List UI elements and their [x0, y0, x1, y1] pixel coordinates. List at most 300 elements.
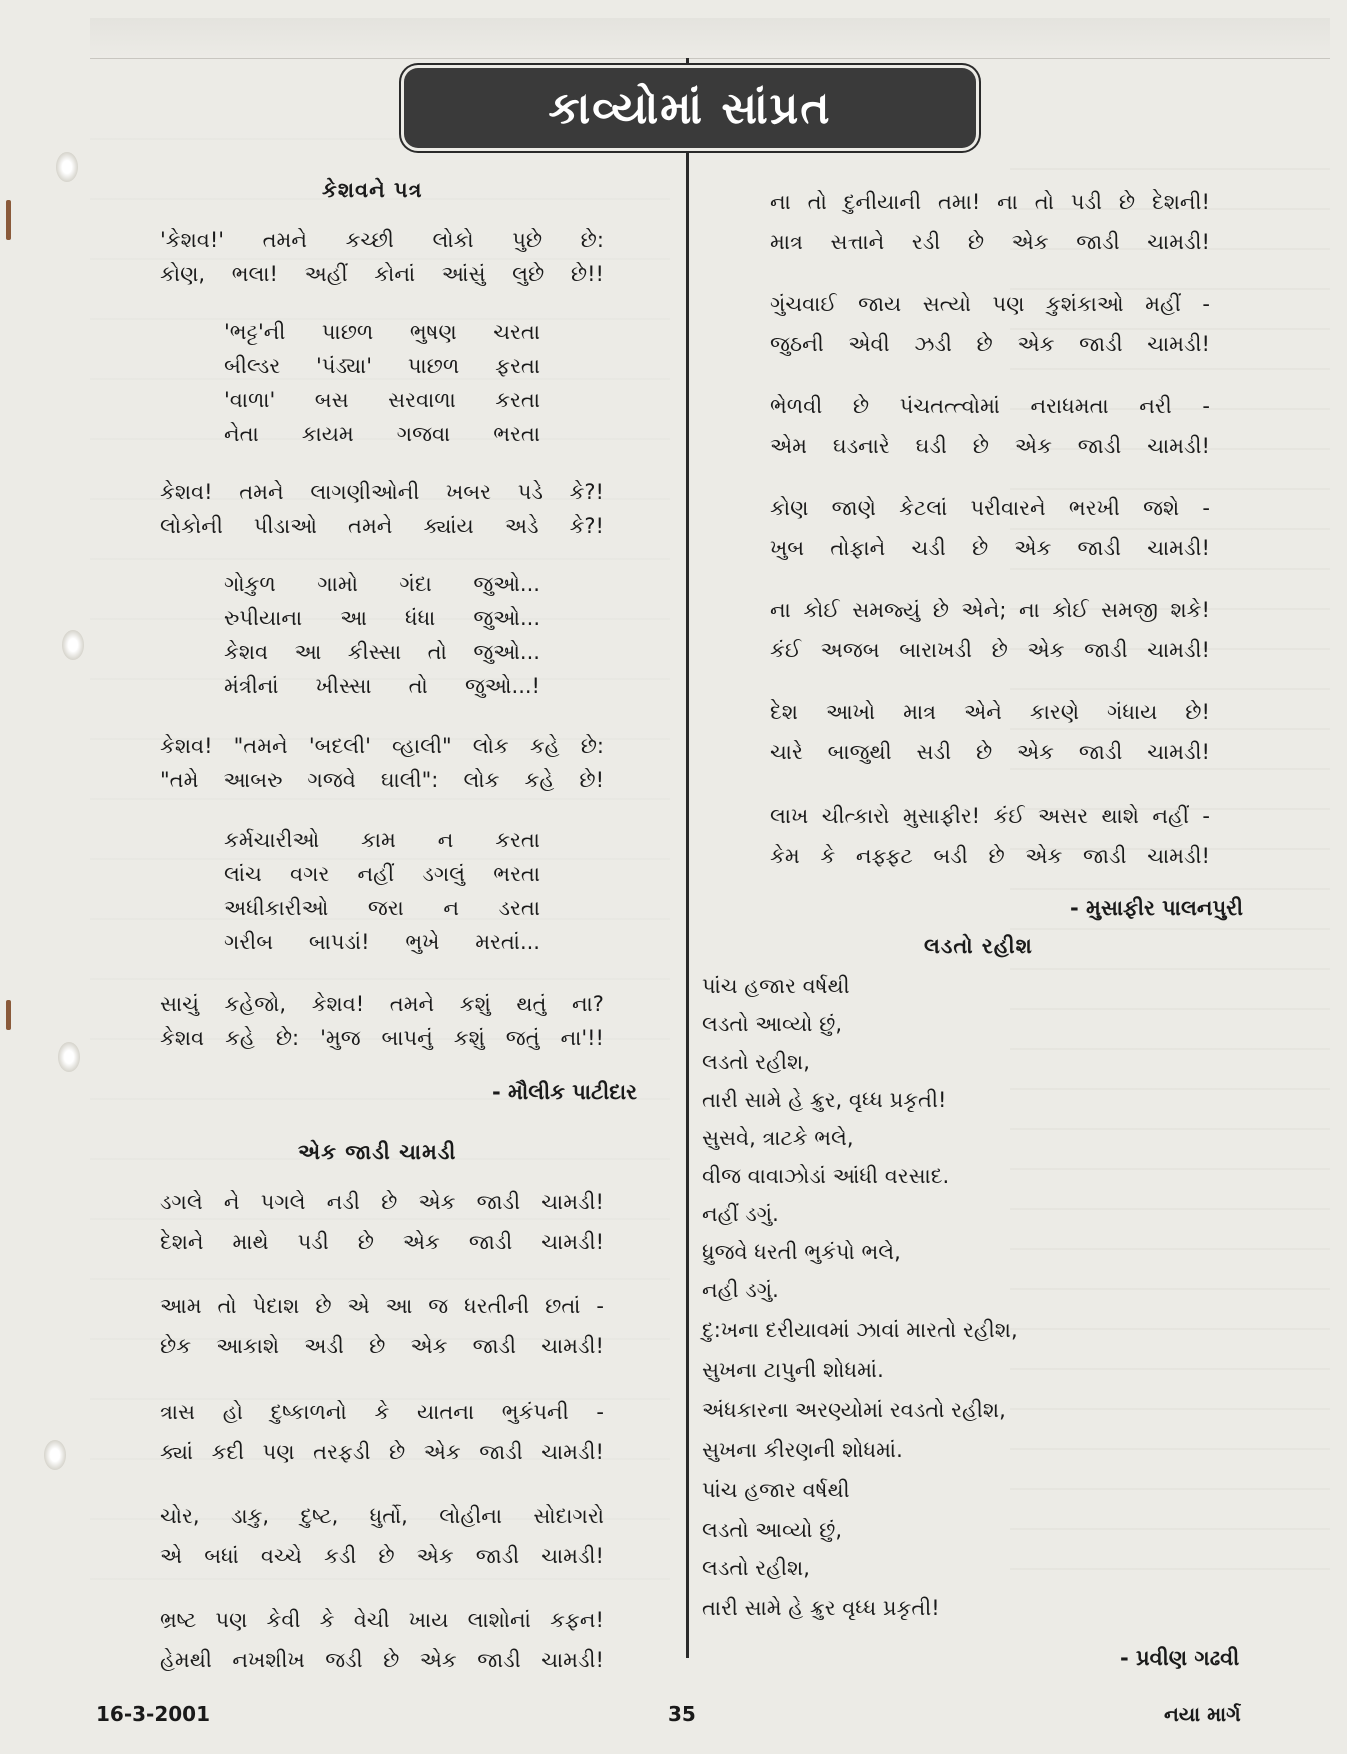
poem-word: ધુર્તો,	[369, 1504, 408, 1528]
poem-word: ઘડનારે	[832, 434, 890, 458]
poem-line	[160, 1026, 604, 1051]
poem-word: ચારે	[770, 740, 803, 764]
poem-word: ચામડી!	[541, 1190, 604, 1214]
poem-word: શકે!	[1170, 598, 1210, 622]
poem-word: બારાખડી	[899, 638, 972, 662]
poem-word: એક	[1025, 844, 1063, 868]
poem-word: થતું	[516, 992, 547, 1016]
poem-word: થાશે	[1101, 804, 1139, 828]
poem-word: પંચતત્ત્વોમાં	[899, 394, 1000, 418]
poem-word: ખબર	[446, 480, 492, 504]
poem-word: ભરખી	[1068, 496, 1120, 520]
poem-word: કાયમ	[301, 422, 354, 446]
poem-line	[770, 598, 1210, 623]
poem-word: કંઈ	[993, 804, 1025, 828]
poem-word: ના	[1018, 598, 1040, 622]
poem-word: લાંચ	[224, 862, 262, 886]
poem-word: એક	[419, 1648, 457, 1672]
poem-line	[160, 768, 604, 793]
poem-line	[770, 740, 1210, 765]
poem-word: ગજવા	[396, 422, 451, 446]
poem-line	[160, 1294, 604, 1319]
poem-line	[224, 354, 540, 379]
poem-word: ચામડી!	[1147, 230, 1210, 254]
poem-line	[224, 828, 540, 853]
column-divider	[686, 58, 689, 1658]
poem-word: વગર	[290, 862, 330, 886]
poem-line	[160, 480, 604, 505]
poem-line: સુખના ટાપુની શોધમાં.	[702, 1358, 884, 1382]
poem-word: -	[596, 1400, 604, 1424]
poem-word: નરાધમતા	[1030, 394, 1109, 418]
poem-word: લુછે	[512, 262, 545, 286]
poem-word: એ	[347, 1294, 370, 1318]
poem-line	[770, 332, 1210, 357]
poem-word: આ	[340, 606, 367, 630]
poem-word: ચામડી!	[1147, 332, 1210, 356]
poem-word: જરા	[367, 896, 404, 920]
poem-word: સડી	[916, 740, 952, 764]
poem-word: ના	[770, 598, 791, 622]
poem-word: ભુષણ	[409, 320, 457, 344]
poem-word: છે	[972, 434, 990, 458]
poem-word: બાપનું	[381, 1026, 433, 1050]
poem-word: તો	[217, 1294, 237, 1318]
poem-line: લડતો આવ્યો છું,	[702, 1012, 843, 1036]
poem-word: ખાય	[408, 1608, 449, 1632]
poem-word: હેમથી	[160, 1648, 212, 1672]
poem-word: કેશવ	[160, 1026, 205, 1050]
poem-word: એને;	[961, 598, 1007, 622]
poem-word: એને	[964, 700, 1002, 724]
poem-word: બધાં	[204, 1544, 239, 1568]
poem-word: ચડી	[911, 536, 946, 560]
poem-word: લોકોની	[160, 514, 223, 538]
poem-word: -	[596, 1294, 604, 1318]
poem-line: વીજ વાવાઝોડાં આંધી વરસાદ.	[702, 1164, 950, 1188]
poem-word: દેશને	[160, 1230, 204, 1254]
poem-word: ચામડી!	[1147, 536, 1210, 560]
poem-word: કહે	[524, 768, 555, 792]
poem-word: છે!!	[570, 262, 604, 286]
poem-word: 'બદલી'	[308, 734, 371, 758]
poem-word: ચામડી!	[541, 1544, 604, 1568]
poem-word: પાછળ	[321, 320, 374, 344]
poem-line: તારી સામે હે ક્રુર, વૃધ્ધ પ્રકૃતી!	[702, 1088, 947, 1112]
poem-word: કહે	[529, 734, 560, 758]
poem-line	[770, 536, 1210, 561]
poem-word: જ	[428, 1294, 449, 1318]
bleed-through-header	[90, 18, 1330, 59]
poem2-author: - મુસાફીર પાલનપુરી	[1070, 896, 1243, 920]
poem-word: ના	[997, 190, 1018, 214]
poem-word: ચામડી!	[1147, 638, 1210, 662]
poem-word: પડી	[1070, 190, 1102, 214]
poem-word: એક	[1011, 230, 1049, 254]
poem-line: લડતો આવ્યો છું,	[702, 1518, 843, 1542]
poem-word: છે!	[579, 768, 604, 792]
poem-word: ભલા!	[231, 262, 278, 286]
poem-line	[224, 930, 540, 955]
poem-line: તારી સામે હે ક્રુર વૃધ્ધ પ્રકૃતી!	[702, 1596, 940, 1620]
poem-word: કે	[319, 1608, 335, 1632]
poem-word: નેતા	[224, 422, 259, 446]
poem-word: સરવાળા	[388, 388, 456, 412]
poem-word: બાપડાં!	[308, 930, 370, 954]
poem-word: ગંધાય	[1107, 700, 1158, 724]
poem-word: લાગણીઓની	[310, 480, 420, 504]
poem-line	[160, 228, 604, 253]
poem-word: કારણે	[1029, 700, 1080, 724]
poem-word: કોઈ	[1052, 598, 1089, 622]
poem-word: ધરતીની	[464, 1294, 530, 1318]
poem-word: એક	[402, 1230, 440, 1254]
poem-line	[770, 804, 1210, 829]
poem-word: દુનીયાની	[843, 190, 922, 214]
poem-word: 'કેશવ!'	[160, 228, 225, 252]
poem-word: તો	[1034, 190, 1054, 214]
poem-word: તરફડી	[313, 1440, 371, 1464]
poem-word: તો	[807, 190, 827, 214]
punch-hole	[62, 630, 84, 660]
poem-word: છે!	[1185, 700, 1210, 724]
poem-word: ડાકુ,	[230, 1504, 270, 1528]
poem-word: કદી	[211, 1440, 245, 1464]
poem-word: એક	[416, 1544, 454, 1568]
poem-word: કુશંકાઓ	[1045, 292, 1124, 316]
poem-word: ક્યાં	[160, 1440, 194, 1464]
poem-word: ન	[437, 828, 454, 852]
poem-word: ગંદા	[399, 572, 432, 596]
poem-word: પડી	[297, 1230, 329, 1254]
poem-word: નડી	[326, 1190, 360, 1214]
banner-title: કાવ્યોમાં સાંપ્રત	[548, 82, 832, 134]
poem-word: ના'!!	[560, 1026, 604, 1050]
poem-word: 'વાળા'	[224, 388, 276, 412]
poem-word: રુપીયાના	[224, 606, 303, 630]
poem-word: ચામડી!	[1147, 740, 1210, 764]
poem-word: પગલે	[260, 1190, 306, 1214]
poem-word: ક્યાંય	[423, 514, 474, 538]
poem-line	[160, 1230, 604, 1255]
poem-word: સોદાગરો	[533, 1504, 604, 1528]
poem1-author: - મૌલીક પાટીદાર	[492, 1080, 638, 1104]
poem-word: કીસ્સા	[347, 640, 402, 664]
poem-word: તો	[427, 640, 447, 664]
poem-word: પણ	[215, 1608, 248, 1632]
poem-word: આકાશે	[216, 1334, 280, 1358]
poem-word: કર્મચારીઓ	[224, 828, 320, 852]
footer-magazine-name: નયા માર્ગ	[1164, 1702, 1241, 1726]
poem-word: કેશવ!	[160, 480, 213, 504]
poem-line	[770, 292, 1210, 317]
poem-line: સુખના કીરણની શોધમાં.	[702, 1438, 903, 1462]
poem-word: જુઓ...	[473, 640, 540, 664]
poem-word: છે	[383, 1648, 400, 1672]
poem-word: ડગલું	[422, 862, 466, 886]
poem-line	[160, 1400, 604, 1425]
poem-word: છે	[932, 598, 949, 622]
poem-word: પરીવારને	[970, 496, 1046, 520]
poem-word: છે	[988, 844, 1005, 868]
poem-word: ખુબ	[770, 536, 805, 560]
poem-word: જાડી	[1078, 740, 1123, 764]
poem-word: ભુખે	[405, 930, 440, 954]
poem-word: જાડી	[476, 1190, 521, 1214]
poem-word: મહીં	[1145, 292, 1181, 316]
poem-line	[224, 862, 540, 887]
poem-line	[224, 320, 540, 345]
poem-word: ઘાલી":	[380, 768, 439, 792]
poem-word: વ્હાલી"	[391, 734, 452, 758]
poem-word: જાડી	[468, 1230, 513, 1254]
poem-word: નફ્ફટ	[855, 844, 913, 868]
punch-hole	[44, 1440, 66, 1470]
poem-word: કે?!	[569, 514, 604, 538]
poem-word: છે:	[275, 1026, 300, 1050]
poem-line	[160, 1334, 604, 1359]
poem-line	[224, 388, 540, 413]
poem-word: જાડી	[479, 1440, 523, 1464]
poem-word: ગુંચવાઈ	[770, 292, 837, 316]
poem-word: કફન!	[550, 1608, 604, 1632]
poem-word: જાડી	[477, 1648, 521, 1672]
punch-hole	[56, 152, 78, 182]
poem-word: લાખ	[770, 804, 809, 828]
section-banner	[404, 68, 976, 148]
poem-word: બસ	[314, 388, 349, 412]
poem-word: 'ભટ્ટ'ની	[224, 320, 286, 344]
poem-word: છે	[388, 1440, 406, 1464]
poem-word: ન	[443, 896, 459, 920]
poem-line	[224, 606, 540, 631]
poem-word: નહીં	[1152, 804, 1189, 828]
poem-word: કેશવ!	[311, 992, 365, 1016]
poem-line	[770, 496, 1210, 521]
poem-word: એક	[1014, 434, 1052, 458]
poem-word: ચરતા	[493, 320, 540, 344]
poem-word: 'પંડ્યા'	[316, 354, 372, 378]
poem-word: "તમે	[160, 768, 199, 792]
poem-word: કામ	[361, 828, 396, 852]
poem-line	[160, 1544, 604, 1569]
poem-word: છે	[976, 332, 993, 356]
poem-word: છે	[967, 230, 985, 254]
footer-date: 16-3-2001	[96, 1702, 211, 1726]
poem-word: ગામો	[317, 572, 358, 596]
poem-line: દુ:ખના દરીયાવમાં ઝાવાં મારતો રહીશ,	[702, 1318, 1018, 1342]
poem-word: પાછળ	[407, 354, 460, 378]
poem-word: ડરતા	[498, 896, 540, 920]
poem-word: બાજુથી	[827, 740, 892, 764]
poem-word: આ	[385, 1294, 413, 1318]
poem-word: ભ્રષ્ટ	[160, 1608, 197, 1632]
poem-word: કેશવ	[224, 640, 269, 664]
poem-word: ભેળવી	[770, 394, 823, 418]
poem-word: ને	[223, 1190, 240, 1214]
poem-line	[770, 394, 1210, 419]
poem-word: ના	[770, 190, 791, 214]
poem-word: છે	[369, 1334, 386, 1358]
poem-line	[160, 1608, 604, 1633]
poem-word: -	[1202, 394, 1210, 418]
poem-word: કે?!	[569, 480, 604, 504]
poem-line	[160, 1190, 604, 1215]
poem-word: છે	[975, 740, 993, 764]
poem-word: ત્રાસ	[160, 1400, 196, 1424]
poem-word: લોકો	[432, 228, 474, 252]
poem-word: કંઈ	[770, 638, 802, 662]
poem-word: યાતના	[417, 1400, 475, 1424]
poem-line: લડતો રહીશ,	[702, 1050, 810, 1074]
poem-line	[160, 734, 604, 759]
poem-word: ભુકંપની	[501, 1400, 569, 1424]
poem-word: કશું	[459, 992, 491, 1016]
poem-word: કેટલાં	[899, 496, 948, 520]
poem-word: દેશની!	[1151, 190, 1210, 214]
poem-word: કડી	[324, 1544, 357, 1568]
poem-word: તમને	[348, 514, 393, 538]
poem-word: આબરુ	[223, 768, 283, 792]
poem-word: ચામડી!	[541, 1230, 604, 1254]
poem-word: વચ્ચે	[260, 1544, 302, 1568]
poem-word: કેશવ!	[160, 734, 213, 758]
poem-word: ચોર,	[160, 1504, 200, 1528]
poem-word: એમ	[770, 434, 807, 458]
poem-word: -	[1202, 804, 1210, 828]
poem-word: અહીં	[304, 262, 348, 286]
poem-word: -	[1202, 292, 1210, 316]
poem-line	[770, 844, 1210, 869]
poem-word: નખશીખ	[232, 1648, 305, 1672]
poem-line	[770, 700, 1210, 725]
poem-word: એક	[423, 1440, 461, 1464]
poem-word: કચ્છી	[345, 228, 394, 252]
poem-word: ગરીબ	[224, 930, 274, 954]
poem-line: પાંચ હજાર વર્ષથી	[702, 974, 850, 998]
poem-word: આંસું	[441, 262, 486, 286]
poem-word: તમને	[389, 992, 435, 1016]
poem-word: દુષ્કાળનો	[270, 1400, 347, 1424]
poem-word: સત્યો	[922, 292, 971, 316]
poem-word: છે	[381, 1190, 398, 1214]
poem-word: એક	[1017, 740, 1055, 764]
poem-word: જાડી	[1083, 844, 1127, 868]
poem-word: ભરતા	[493, 862, 540, 886]
poem-word: તમને	[239, 480, 284, 504]
poem-word: અડે	[504, 514, 539, 538]
poem-word: માત્ર	[770, 230, 803, 254]
poem-line	[160, 1648, 604, 1673]
poem-word: એ	[160, 1544, 183, 1568]
poem-word: કરતા	[495, 828, 540, 852]
poem-word: બડી	[933, 844, 968, 868]
poem-word: જતું	[505, 1026, 540, 1050]
poem-word: તો	[408, 674, 428, 698]
poem-line: નહી ડગું.	[702, 1278, 779, 1302]
poem-line	[224, 640, 540, 665]
poem3-author: - પ્રવીણ ગઢવી	[1120, 1646, 1240, 1670]
poem-word: ચામડી!	[1147, 844, 1210, 868]
poem-word: છે:	[580, 228, 604, 252]
poem-word: જાય	[858, 292, 902, 316]
poem-word: કોણ,	[160, 262, 206, 286]
poem-word: સત્તાને	[830, 230, 885, 254]
poem-word: "તમને	[233, 734, 288, 758]
punch-hole	[58, 1042, 80, 1072]
poem-line	[160, 1440, 604, 1465]
poem-word: છે	[852, 394, 870, 418]
poem-word: સાચું	[160, 992, 199, 1016]
poem-word: ચામડી!	[541, 1440, 604, 1464]
staple-rust	[6, 200, 11, 240]
poem-line	[160, 262, 604, 287]
poem-word: આમ	[160, 1294, 202, 1318]
poem1-title: કેશવને પત્ર	[322, 178, 423, 202]
poem-line	[160, 992, 604, 1017]
poem-line: પાંચ હજાર વર્ષથી	[702, 1478, 850, 1502]
poem-word: રડી	[911, 230, 941, 254]
poem-word: છે	[315, 1294, 332, 1318]
poem-word: કશું	[453, 1026, 485, 1050]
poem-word: વેચી	[353, 1608, 390, 1632]
poem-word: જશે	[1143, 496, 1180, 520]
poem-word: દુષ્ટ,	[300, 1504, 339, 1528]
poem-word: લોક	[463, 768, 500, 792]
poem-word: જાડી	[1077, 536, 1122, 560]
poem-word: મુસાફીર!	[902, 804, 981, 828]
poem-word: મંત્રીનાં	[224, 674, 279, 698]
poem-word: છે	[357, 1230, 374, 1254]
poem-word: તોફાને	[830, 536, 886, 560]
poem-word: ફરતા	[495, 354, 540, 378]
poem-word: પીડાઓ	[253, 514, 317, 538]
footer-page-number: 35	[668, 1702, 696, 1726]
poem-line: નહીં ડગું.	[702, 1202, 779, 1226]
poem-word: સમજ્યું	[852, 598, 921, 622]
poem-word: માત્ર	[903, 700, 937, 724]
poem-word: ગજવે	[307, 768, 356, 792]
poem-word: કેવી	[266, 1608, 301, 1632]
poem-word: છે	[991, 638, 1008, 662]
poem-word: ભરતા	[493, 422, 540, 446]
poem3-title: લડતો રહીશ	[924, 934, 1033, 958]
poem-word: કે	[820, 844, 836, 868]
poem-word: પડે	[517, 480, 543, 504]
poem-word: ગોકુળ	[224, 572, 276, 596]
poem-word: ઝડી	[914, 332, 952, 356]
poem-word: કેમ	[770, 844, 800, 868]
poem-word: બીલ્ડર	[224, 354, 281, 378]
poem-word: મરતાં...	[475, 930, 540, 954]
poem-word: એક	[1014, 536, 1052, 560]
poem-word: જાડી	[1077, 434, 1122, 458]
poem-line	[770, 434, 1210, 459]
poem-word: જાડી	[1076, 230, 1120, 254]
poem-word: જુઠની	[770, 332, 824, 356]
poem-word: કોનાં	[374, 262, 416, 286]
poem-word: પણ	[262, 1440, 295, 1464]
poem-word: કહેજો,	[224, 992, 287, 1016]
poem-word: જુઓ...!	[464, 674, 540, 698]
poem-word: ખીસ્સા	[315, 674, 372, 698]
poem-word: કોણ	[770, 496, 809, 520]
poem-word: 'મુજ	[320, 1026, 361, 1050]
poem-word: લોહીના	[439, 1504, 503, 1528]
poem-word: એવી	[848, 332, 890, 356]
poem-line	[224, 572, 540, 597]
poem-word: નરી	[1139, 394, 1172, 418]
